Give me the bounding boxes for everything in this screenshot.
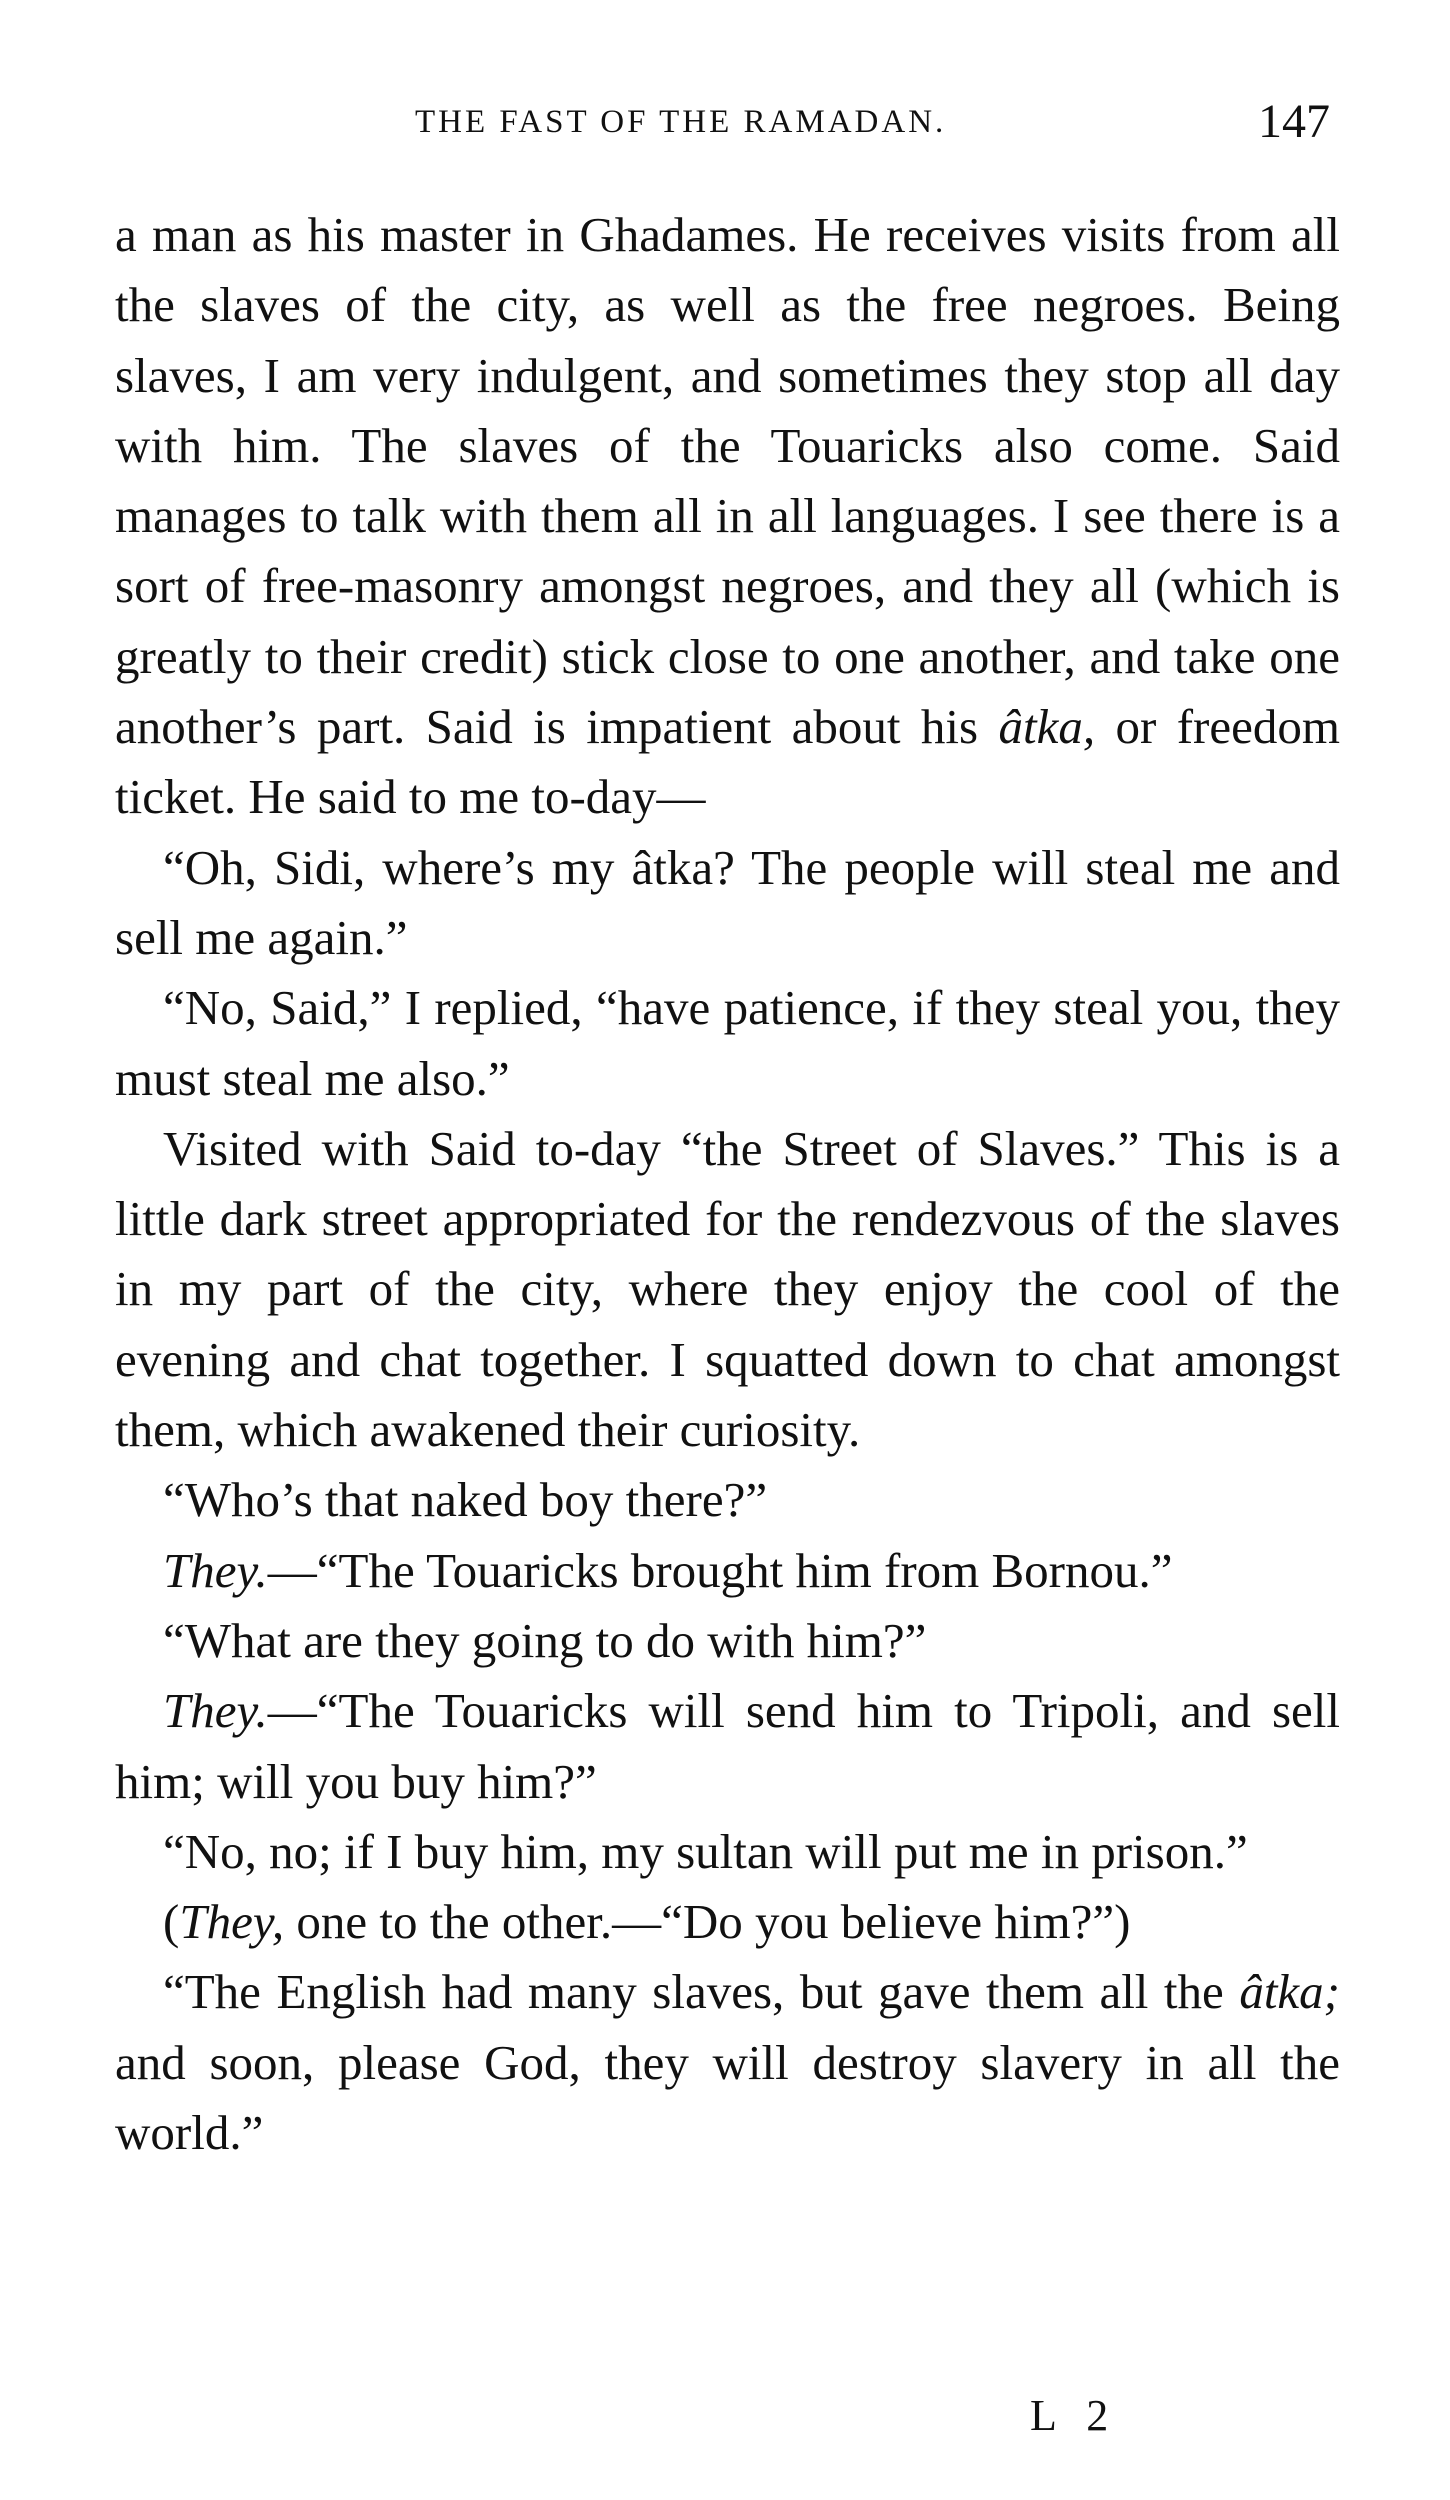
- text-segment: —“The Touaricks will send him to Tripoli, and sell him; will you buy him?”: [115, 1683, 1340, 1809]
- paragraph-p6: [115, 1536, 1340, 1606]
- text-segment: “No, Said,” I replied, “have patience, if they steal you, they must steal me also.”: [115, 980, 1340, 1106]
- paragraph-p11: [115, 1957, 1340, 2168]
- italic-text: They.: [163, 1683, 268, 1739]
- text-segment: “What are they going to do with him?”: [163, 1612, 927, 1668]
- text-segment: a man as his master in Ghadames. He receives visits from all the slaves of the city, as well as the free negroes. Being slaves, I am very indulgent, and sometimes they stop all day with him. The slaves of the Touaricks also come. Said manages to talk with them all in all languages. I see there is a sort of free-masonry amongst negroes, and they all (which is greatly to their credit) stick close to one another, and take one another’s part. Said is impatient about his: [115, 207, 1340, 755]
- paragraph-p2: [115, 833, 1340, 974]
- text-segment: or freedom ticket. He said to me to-day—: [115, 699, 1340, 825]
- text-segment: Visited with Said to-day “the Street of Slaves.” This is a little dark street appropriated for the rendezvous of the slaves in my part of the city, where they enjoy the cool of the evening and chat together. I squatted down to chat amongst them, which awakened their curiosity.: [115, 1120, 1340, 1458]
- paragraph-p10: [115, 1887, 1340, 1957]
- body-text: [115, 200, 1340, 2168]
- signature-mark: L 2: [1030, 2391, 1119, 2440]
- paragraph-p4: [115, 1114, 1340, 1465]
- text-segment: “Who’s that naked boy there?”: [163, 1472, 768, 1528]
- text-segment: “Oh, Sidi, where’s my âtka? The people will steal me and sell me again.”: [115, 839, 1340, 965]
- paragraph-p9: [115, 1817, 1340, 1887]
- paragraph-p5: [115, 1465, 1340, 1535]
- italic-text: âtka;: [1239, 1964, 1340, 2020]
- text-segment: and soon, please God, they will destroy slavery in all the world.”: [115, 2034, 1340, 2161]
- italic-text: They,: [179, 1894, 285, 1950]
- page-header: [115, 95, 1340, 158]
- paragraph-p3: [115, 973, 1340, 1114]
- paragraph-p8: [115, 1676, 1340, 1817]
- paragraph-p1: [115, 200, 1340, 833]
- text-segment: one to the other.—“Do you believe him?”): [284, 1894, 1131, 1950]
- italic-text: âtka,: [998, 699, 1096, 755]
- text-segment: “No, no; if I buy him, my sultan will put me in prison.”: [163, 1823, 1248, 1879]
- italic-text: They.: [163, 1542, 268, 1598]
- text-segment: (: [163, 1894, 180, 1950]
- page-number: 147: [1258, 95, 1330, 148]
- paragraph-p7: [115, 1606, 1340, 1676]
- text-segment: —“The Touaricks brought him from Bornou.”: [267, 1542, 1173, 1598]
- text-segment: “The English had many slaves, but gave them all the: [163, 1964, 1240, 2020]
- running-title: THE FAST OF THE RAMADAN.: [415, 104, 947, 140]
